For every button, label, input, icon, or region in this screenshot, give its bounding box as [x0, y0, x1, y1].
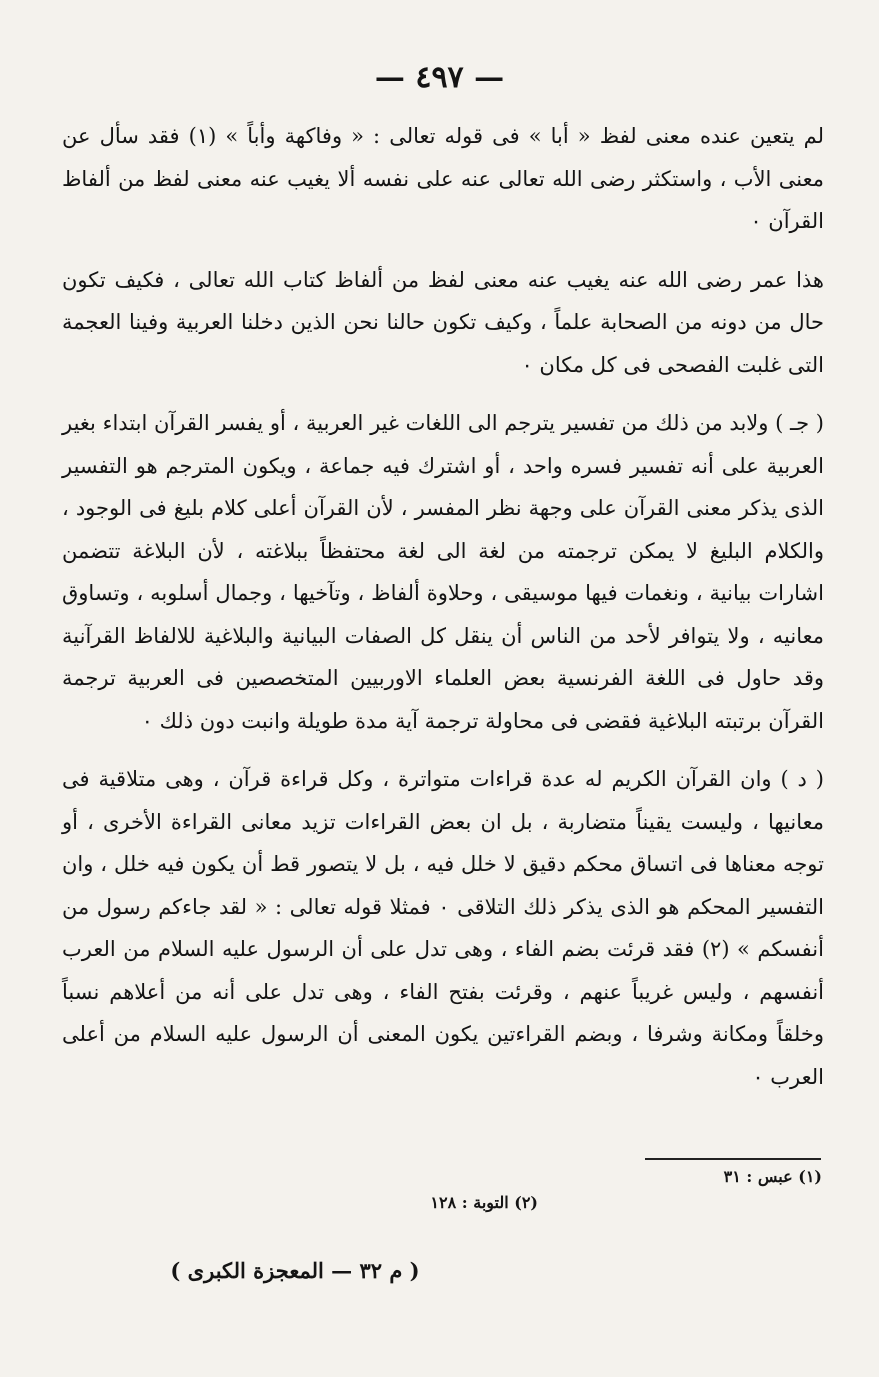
paragraph-2: هذا عمر رضى الله عنه يغيب عنه معنى لفظ من ألفاظ كتاب الله تعالى ، فكيف تكون حال من دونه من الصحابة علماً ، وكيف تكون حالنا نحن الذين دخلنا العربية وفينا العجمة التى غلبت الفصحى فى كل مكان ٠: [62, 267, 824, 377]
footnote-1: (١) عبس : ٣١: [723, 1167, 822, 1186]
paragraph-3: ( جـ ) ولابد من ذلك من تفسير يترجم الى اللغات غير العربية ، أو يفسر القرآن ابتداء بغير العربية على أنه تفسير فسره واحد ، أو اشترك فيه جماعة ، ويكون المترجم هو التفسير الذى يذكر معنى القرآن على وجهة نظر المفسر ، لأن القرآن أعلى كلام بليغ فى الوجود ، والكلام البليغ لا يمكن ترجمته من لغة الى لغة محتفظاً ببلاغته ، لأن البلاغة تتضمن اشارات بيانية ، ونغمات فيها موسيقى ، وحلاوة ألفاظ ، وتآخيها ، وجمال أسلوبه ، وتساوق معانيه ، ولا يتوافر لأحد من الناس أن ينقل كل الصفات البيانية والبلاغية للالفاظ القرآنية وقد حاول فى اللغة الفرنسية بعض العلماء الاوربيين المتخصصين فى العربية ترجمة القرآن برتبته البلاغية فقضى فى محاولة ترجمة آية مدة طويلة وانبت دون ذلك ٠: [62, 411, 824, 733]
footnote-2: (٢) التوبة : ١٢٨: [430, 1193, 538, 1212]
signature-mark: ( م ٣٢ — المعجزة الكبرى ): [170, 1258, 420, 1283]
body-text: [62, 115, 824, 1114]
paragraph-4: ( د ) وان القرآن الكريم له عدة قراءات متواترة ، وكل قراءة قرآن ، وهى متلاقية فى معانيها ، وليست يقيناً متضاربة ، بل ان بعض القراءات تزيد معانى القراءة الأخرى ، أو توجه معناها فى اتساق محكم دقيق لا خلل فيه ، بل لا يتصور قط أن يكون فيه خلل ، وان التفسير المحكم هو الذى يذكر ذلك التلاقى ٠ فمثلا قوله تعالى : « لقد جاءكم رسول من أنفسكم » (٢) فقد قرئت بضم الفاء ، وهى تدل على أن الرسول عليه السلام من العرب أنفسهم ، وليس غريباً عنهم ، وقرئت بفتح الفاء ، وهى تدل على أنه من أعلاهم نسباً وخلقاً ومكانة وشرفا ، وبضم القراءتين يكون المعنى أن الرسول عليه السلام من أعلى العرب ٠: [62, 767, 824, 1089]
footnotes: [62, 1164, 824, 1216]
footnote-divider: [645, 1158, 821, 1160]
paragraph-1: لم يتعين عنده معنى لفظ « أبا » فى قوله تعالى : « وفاكهة وأباً » (١) فقد سأل عن معنى الأب ، واستكثر رضى الله تعالى عنه على نفسه ألا يغيب عنه معنى لفظ من ألفاظ القرآن ٠: [62, 124, 825, 233]
page-number: — ٤٩٧ —: [374, 60, 505, 95]
